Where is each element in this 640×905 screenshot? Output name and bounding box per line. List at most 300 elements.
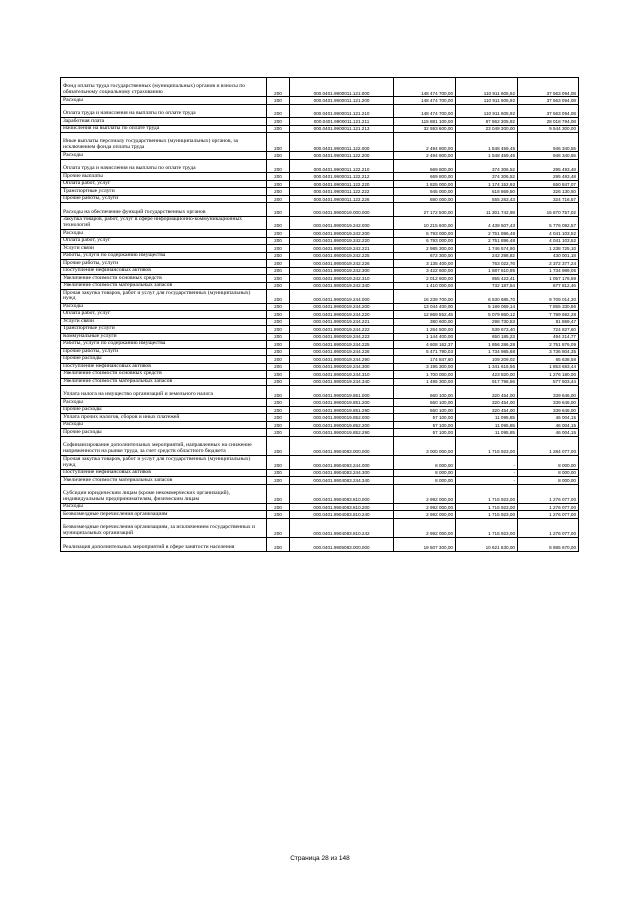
unexecuted-amount: 1 276 077,00 — [518, 503, 579, 511]
executed-amount: 1 548 459,45 — [456, 152, 518, 160]
row-kbk: 000.0401.9900019.851.000 — [290, 386, 394, 399]
executed-amount: 374 306,52 — [456, 159, 518, 172]
row-kbk: 000.0401.9904083.244.340 — [290, 477, 394, 485]
row-name: Увеличение стоимости материальных запасов — [61, 378, 267, 386]
row-code: 200 — [267, 363, 290, 371]
executed-amount: 917 796,56 — [456, 378, 518, 386]
unexecuted-amount: 339 646,00 — [518, 399, 579, 407]
executed-amount: 1 715 923,00 — [456, 436, 518, 455]
row-kbk: 000.0401.9900019.242.226 — [290, 260, 394, 268]
row-name: Поступление нефинансовых активов — [61, 469, 267, 477]
row-name: Увеличение стоимости основных средств — [61, 275, 267, 283]
approved-amount: 669 800,00 — [394, 159, 456, 172]
executed-amount: 1 341 616,56 — [456, 363, 518, 371]
row-kbk: 000.0401.9900011.121.211 — [290, 118, 394, 126]
table-row — [61, 104, 579, 117]
approved-amount: 5 471 790,03 — [394, 348, 456, 356]
approved-amount: 174 847,60 — [394, 356, 456, 364]
row-code: 200 — [267, 118, 290, 126]
approved-amount: 1 700 000,00 — [394, 371, 456, 379]
row-name: Работы, услуги по содержанию имущества — [61, 341, 267, 349]
row-kbk: 000.0401.9900019.244.223 — [290, 333, 394, 341]
unexecuted-amount: 946 340,55 — [518, 152, 579, 160]
row-kbk: 000.0401.9900019.242.340 — [290, 282, 394, 290]
unexecuted-amount: 650 847,07 — [518, 180, 579, 188]
executed-amount: 1 856 286,28 — [456, 341, 518, 349]
table-row — [61, 203, 579, 216]
row-name: Безвозмездные перечисления организациям — [61, 511, 267, 519]
table-row — [61, 363, 579, 371]
row-kbk: 000.0401.9900011.121.200 — [290, 97, 394, 105]
table-row — [61, 282, 579, 290]
executed-amount: 110 911 605,92 — [456, 104, 518, 117]
row-code: 200 — [267, 237, 290, 245]
approved-amount: 2 992 000,00 — [394, 503, 456, 511]
row-code: 200 — [267, 78, 290, 97]
executed-amount: - — [456, 456, 518, 469]
unexecuted-amount: 8 000,00 — [518, 469, 579, 477]
row-kbk: 000.0401.9904083.810.200 — [290, 503, 394, 511]
table-row — [61, 252, 579, 260]
unexecuted-amount: 37 563 094,08 — [518, 104, 579, 117]
table-row — [61, 356, 579, 364]
unexecuted-amount: 8 000,00 — [518, 477, 579, 485]
row-name: Увеличение стоимости материальных запасов — [61, 477, 267, 485]
row-kbk: 000.0401.9904083.000.000 — [290, 436, 394, 455]
row-code: 200 — [267, 188, 290, 196]
executed-amount: 1 734 985,68 — [456, 348, 518, 356]
row-kbk: 000.0401.9900019.242.225 — [290, 252, 394, 260]
unexecuted-amount: 324 716,57 — [518, 195, 579, 203]
row-code: 200 — [267, 133, 290, 152]
unexecuted-amount: 430 001,18 — [518, 252, 579, 260]
page-number: Страница 28 из 148 — [290, 855, 350, 862]
unexecuted-amount: 5 776 092,57 — [518, 216, 579, 229]
approved-amount: 1 495 300,00 — [394, 378, 456, 386]
row-code: 200 — [267, 104, 290, 117]
row-name: Прочие работы, услуги — [61, 260, 267, 268]
row-kbk: 000.0401.9900019.244.000 — [290, 290, 394, 303]
table-row — [61, 414, 579, 422]
unexecuted-amount: 15 870 757,02 — [518, 203, 579, 216]
approved-amount: 3 135 400,00 — [394, 260, 456, 268]
row-kbk: 000.0401.9900011.121.000 — [290, 78, 394, 97]
table-row — [61, 469, 579, 477]
executed-amount: 2 751 896,48 — [456, 230, 518, 238]
table-row — [61, 436, 579, 455]
executed-amount: 732 187,54 — [456, 282, 518, 290]
row-code: 200 — [267, 414, 290, 422]
row-kbk: 000.0401.9904083.244.300 — [290, 469, 394, 477]
row-kbk: 000.0401.9904083.810.242 — [290, 518, 394, 537]
table-row — [61, 378, 579, 386]
approved-amount: 2 992 000,00 — [394, 511, 456, 519]
row-name: Прочие расходы — [61, 406, 267, 414]
approved-amount: 16 239 700,00 — [394, 290, 456, 303]
table-row — [61, 275, 579, 283]
row-kbk: 000.0401.9900019.242.221 — [290, 245, 394, 253]
row-name: Расходы — [61, 97, 267, 105]
unexecuted-amount: 46 004,15 — [518, 414, 579, 422]
row-code: 200 — [267, 159, 290, 172]
table-row — [61, 159, 579, 172]
table-row — [61, 180, 579, 188]
row-name: Прочие расходы — [61, 429, 267, 437]
table-row — [61, 230, 579, 238]
unexecuted-amount: 494 214,77 — [518, 333, 579, 341]
table-row — [61, 406, 579, 414]
executed-amount: 242 298,82 — [456, 252, 518, 260]
row-code: 200 — [267, 333, 290, 341]
unexecuted-amount: 46 004,15 — [518, 429, 579, 437]
approved-amount: 1 410 000,00 — [394, 282, 456, 290]
approved-amount: 660 100,00 — [394, 406, 456, 414]
table-row — [61, 477, 579, 485]
row-code: 200 — [267, 252, 290, 260]
approved-amount: 115 881 100,00 — [394, 118, 456, 126]
row-name: Поступление нефинансовых активов — [61, 363, 267, 371]
row-kbk: 000.0401.9900019.242.300 — [290, 267, 394, 275]
unexecuted-amount: 1 276 077,00 — [518, 511, 579, 519]
table-row — [61, 118, 579, 126]
row-name: Увеличение стоимости основных средств — [61, 371, 267, 379]
row-name: Оплата работ, услуг — [61, 237, 267, 245]
row-code: 200 — [267, 348, 290, 356]
row-kbk: 000.0401.9900019.852.000 — [290, 414, 394, 422]
table-row — [61, 152, 579, 160]
executed-amount: 298 730,53 — [456, 318, 518, 326]
row-name: Безвозмездные перечисления организациям, за исключением государственных и муниципальных организаций — [61, 518, 267, 537]
approved-amount: 880 000,00 — [394, 195, 456, 203]
table-row — [61, 133, 579, 152]
executed-amount: 1 715 923,00 — [456, 518, 518, 537]
approved-amount: 57 100,00 — [394, 421, 456, 429]
row-code: 200 — [267, 399, 290, 407]
executed-amount: 1 174 152,93 — [456, 180, 518, 188]
row-code: 200 — [267, 469, 290, 477]
table-row — [61, 303, 579, 311]
row-name: Оплата работ, услуг — [61, 311, 267, 319]
executed-amount: 87 862 305,92 — [456, 118, 518, 126]
unexecuted-amount: 3 736 804,35 — [518, 348, 579, 356]
row-kbk: 000.0401.9904083.244.000 — [290, 456, 394, 469]
approved-amount: 2 985 300,00 — [394, 245, 456, 253]
executed-amount: 555 283,43 — [456, 195, 518, 203]
row-kbk: 000.0401.9900019.244.220 — [290, 311, 394, 319]
row-code: 200 — [267, 245, 290, 253]
row-kbk: 000.0401.9900011.122.212 — [290, 173, 394, 181]
row-name: Транспортные услуги — [61, 326, 267, 334]
row-kbk: 000.0401.9900019.242.310 — [290, 275, 394, 283]
approved-amount: 672 300,00 — [394, 252, 456, 260]
approved-amount: 10 215 600,00 — [394, 216, 456, 229]
row-kbk: 000.0401.9900011.122.200 — [290, 152, 394, 160]
executed-amount: 1 715 923,00 — [456, 484, 518, 503]
unexecuted-amount: 46 004,15 — [518, 421, 579, 429]
row-name: Уплата налога на имущество организаций и земельного налога — [61, 386, 267, 399]
row-name: Заработная плата — [61, 118, 267, 126]
approved-amount: 6 793 000,00 — [394, 230, 456, 238]
executed-amount: 4 439 507,43 — [456, 216, 518, 229]
table-row — [61, 237, 579, 245]
row-name: Расходы — [61, 399, 267, 407]
executed-amount: 110 911 605,92 — [456, 97, 518, 105]
row-kbk: 000.0401.9904083.810.240 — [290, 511, 394, 519]
unexecuted-amount: 339 646,00 — [518, 386, 579, 399]
unexecuted-amount: 1 734 989,05 — [518, 267, 579, 275]
row-name: Работы, услуги по содержанию имущества — [61, 252, 267, 260]
approved-amount: 380 600,00 — [394, 318, 456, 326]
row-code: 200 — [267, 436, 290, 455]
unexecuted-amount: 1 276 180,00 — [518, 371, 579, 379]
row-name: Расходы — [61, 152, 267, 160]
row-code: 200 — [267, 180, 290, 188]
approved-amount: 2 494 800,00 — [394, 133, 456, 152]
unexecuted-amount: 1 276 077,00 — [518, 518, 579, 537]
row-code: 200 — [267, 203, 290, 216]
approved-amount: 1 264 500,00 — [394, 326, 456, 334]
executed-amount: 539 673,40 — [456, 326, 518, 334]
unexecuted-amount: 326 130,50 — [518, 188, 579, 196]
table-row — [61, 125, 579, 133]
row-kbk: 000.0401.9900011.122.222 — [290, 188, 394, 196]
approved-amount: 8 000,00 — [394, 477, 456, 485]
executed-amount: 6 530 685,70 — [456, 290, 518, 303]
row-name: Прочие расходы — [61, 356, 267, 364]
table-row — [61, 421, 579, 429]
row-name: Расходы — [61, 421, 267, 429]
approved-amount: 1 825 000,00 — [394, 180, 456, 188]
table-row — [61, 97, 579, 105]
row-kbk: 000.0401.9900019.242.220 — [290, 237, 394, 245]
unexecuted-amount: 8 000,00 — [518, 456, 579, 469]
table-row — [61, 399, 579, 407]
row-code: 200 — [267, 341, 290, 349]
row-code: 200 — [267, 421, 290, 429]
row-name: Реализация дополнительных мероприятий в сфере занятости населения — [61, 538, 267, 551]
unexecuted-amount: 1 057 176,59 — [518, 275, 579, 283]
row-name: Оплата труда и начисления на выплаты по оплате труда — [61, 159, 267, 172]
row-name: Коммунальные услуги — [61, 333, 267, 341]
approved-amount: 660 100,00 — [394, 386, 456, 399]
table-row — [61, 216, 579, 229]
unexecuted-amount: 9 544 300,00 — [518, 125, 579, 133]
row-code: 200 — [267, 230, 290, 238]
row-code: 200 — [267, 371, 290, 379]
table-row — [61, 511, 579, 519]
approved-amount: 148 474 700,00 — [394, 97, 456, 105]
row-kbk: 000.0401.9900019.852.200 — [290, 421, 394, 429]
executed-amount: 1 715 923,00 — [456, 503, 518, 511]
unexecuted-amount: 295 493,48 — [518, 173, 579, 181]
row-name: Прочие работы, услуги — [61, 348, 267, 356]
row-name: Уплата прочих налогов, сборов и иных платежей — [61, 414, 267, 422]
executed-amount: 109 209,02 — [456, 356, 518, 364]
row-name: Транспортные услуги — [61, 188, 267, 196]
approved-amount: 945 000,00 — [394, 188, 456, 196]
unexecuted-amount: 28 018 794,08 — [518, 118, 579, 126]
row-kbk: 000.0401.9900011.121.210 — [290, 104, 394, 117]
row-name: Расходы — [61, 303, 267, 311]
row-kbk: 000.0401.9905083.000.000 — [290, 538, 394, 551]
executed-amount: 5 079 860,12 — [456, 311, 518, 319]
row-code: 200 — [267, 275, 290, 283]
unexecuted-amount: 65 638,58 — [518, 356, 579, 364]
row-kbk: 000.0401.9900019.244.222 — [290, 326, 394, 334]
table-row — [61, 173, 579, 181]
unexecuted-amount: 677 812,46 — [518, 282, 579, 290]
table-row — [61, 195, 579, 203]
unexecuted-amount: 37 563 094,08 — [518, 78, 579, 97]
approved-amount: 57 100,00 — [394, 414, 456, 422]
table-row — [61, 78, 579, 97]
executed-amount: 1 548 459,45 — [456, 133, 518, 152]
row-kbk: 000.0401.9900019.000.000 — [290, 203, 394, 216]
approved-amount: 660 100,00 — [394, 399, 456, 407]
unexecuted-amount: 1 276 077,00 — [518, 484, 579, 503]
unexecuted-amount: 2 372 377,24 — [518, 260, 579, 268]
unexecuted-amount: 724 827,60 — [518, 326, 579, 334]
row-kbk: 000.0401.9900011.122.210 — [290, 159, 394, 172]
executed-amount: 23 049 300,00 — [456, 125, 518, 133]
executed-amount: 763 022,76 — [456, 260, 518, 268]
unexecuted-amount: 1 284 077,00 — [518, 436, 579, 455]
executed-amount: 11 095,85 — [456, 421, 518, 429]
row-kbk: 000.0401.9904083.810.000 — [290, 484, 394, 503]
unexecuted-amount: 295 493,48 — [518, 159, 579, 172]
budget-execution-table — [60, 77, 579, 552]
executed-amount: 10 621 630,00 — [456, 538, 518, 551]
row-kbk: 000.0401.9900019.244.200 — [290, 303, 394, 311]
row-code: 200 — [267, 477, 290, 485]
table-row — [61, 267, 579, 275]
table-row — [61, 538, 579, 551]
row-name: Расходы на обеспечение функций государственных органов — [61, 203, 267, 216]
executed-amount: - — [456, 477, 518, 485]
row-code: 200 — [267, 267, 290, 275]
unexecuted-amount: 9 709 014,30 — [518, 290, 579, 303]
approved-amount: 148 474 700,00 — [394, 78, 456, 97]
row-kbk: 000.0401.9900019.244.290 — [290, 356, 394, 364]
approved-amount: 8 000,00 — [394, 456, 456, 469]
row-kbk: 000.0401.9900011.121.213 — [290, 125, 394, 133]
row-name: Прочие работы, услуги — [61, 195, 267, 203]
approved-amount: 13 044 400,00 — [394, 303, 456, 311]
approved-amount: 6 793 000,00 — [394, 237, 456, 245]
executed-amount: 11 301 742,98 — [456, 203, 518, 216]
row-name: Услуги связи — [61, 245, 267, 253]
row-name: Оплата труда и начисления на выплаты по оплате труда — [61, 104, 267, 117]
approved-amount: 3 000 000,00 — [394, 436, 456, 455]
table-body — [61, 78, 579, 552]
unexecuted-amount: 7 855 330,86 — [518, 303, 579, 311]
approved-amount: 27 172 500,00 — [394, 203, 456, 216]
table-row — [61, 456, 579, 469]
row-kbk: 000.0401.9900019.244.340 — [290, 378, 394, 386]
executed-amount: - — [456, 469, 518, 477]
executed-amount: 320 454,00 — [456, 406, 518, 414]
executed-amount: 11 095,85 — [456, 414, 518, 422]
approved-amount: 2 992 000,00 — [394, 484, 456, 503]
unexecuted-amount: 4 041 103,52 — [518, 237, 579, 245]
row-kbk: 000.0401.9900019.244.226 — [290, 348, 394, 356]
table-row — [61, 386, 579, 399]
row-name: Прочие выплаты — [61, 173, 267, 181]
row-name: Поступление нефинансовых активов — [61, 267, 267, 275]
row-code: 200 — [267, 152, 290, 160]
row-name: Прочая закупка товаров, работ и услуг для государственных (муниципальных) нужд — [61, 290, 267, 303]
table-row — [61, 503, 579, 511]
executed-amount: 1 746 574,90 — [456, 245, 518, 253]
approved-amount: 3 422 600,00 — [394, 267, 456, 275]
approved-amount: 148 474 700,00 — [394, 104, 456, 117]
row-kbk: 000.0401.9900019.244.221 — [290, 318, 394, 326]
approved-amount: 669 800,00 — [394, 173, 456, 181]
row-kbk: 000.0401.9900019.242.200 — [290, 230, 394, 238]
row-code: 200 — [267, 456, 290, 469]
executed-amount: 110 911 605,92 — [456, 78, 518, 97]
row-code: 200 — [267, 282, 290, 290]
unexecuted-amount: 81 869,47 — [518, 318, 579, 326]
table-row — [61, 188, 579, 196]
row-name: Прочая закупка товаров, работ и услуг для государственных (муниципальных) нужд — [61, 456, 267, 469]
row-code: 200 — [267, 503, 290, 511]
approved-amount: 12 869 552,45 — [394, 311, 456, 319]
executed-amount: 5 189 069,14 — [456, 303, 518, 311]
table-row — [61, 326, 579, 334]
table-row — [61, 348, 579, 356]
approved-amount: 1 144 400,00 — [394, 333, 456, 341]
approved-amount: 8 000,00 — [394, 469, 456, 477]
unexecuted-amount: 577 503,44 — [518, 378, 579, 386]
unexecuted-amount: 946 340,55 — [518, 133, 579, 152]
unexecuted-amount: 7 789 692,28 — [518, 311, 579, 319]
row-code: 200 — [267, 326, 290, 334]
row-code: 200 — [267, 195, 290, 203]
approved-amount: 2 012 600,00 — [394, 275, 456, 283]
unexecuted-amount: 339 646,00 — [518, 406, 579, 414]
row-kbk: 000.0401.9900019.851.200 — [290, 399, 394, 407]
row-name: Субсидии юридическим лицам (кроме некоммерческих организаций), индивидуальным предпринимателям, физическим лицам — [61, 484, 267, 503]
row-kbk: 000.0401.9900011.122.220 — [290, 180, 394, 188]
executed-amount: 374 306,52 — [456, 173, 518, 181]
unexecuted-amount: 8 885 670,00 — [518, 538, 579, 551]
row-kbk: 000.0401.9900011.122.226 — [290, 195, 394, 203]
approved-amount: 19 507 300,00 — [394, 538, 456, 551]
row-kbk: 000.0401.9900019.852.290 — [290, 429, 394, 437]
executed-amount: 955 423,41 — [456, 275, 518, 283]
table-row — [61, 311, 579, 319]
row-kbk: 000.0401.9900019.851.290 — [290, 406, 394, 414]
executed-amount: 2 751 896,48 — [456, 237, 518, 245]
table-row — [61, 429, 579, 437]
row-kbk: 000.0401.9900019.244.225 — [290, 341, 394, 349]
row-code: 200 — [267, 311, 290, 319]
row-code: 200 — [267, 484, 290, 503]
executed-amount: 320 454,00 — [456, 399, 518, 407]
row-code: 200 — [267, 429, 290, 437]
approved-amount: 2 992 000,00 — [394, 518, 456, 537]
row-code: 200 — [267, 356, 290, 364]
executed-amount: 423 820,00 — [456, 371, 518, 379]
approved-amount: 3 195 300,00 — [394, 363, 456, 371]
row-code: 200 — [267, 538, 290, 551]
table-row — [61, 341, 579, 349]
executed-amount: 320 454,00 — [456, 386, 518, 399]
executed-amount: 11 095,85 — [456, 429, 518, 437]
approved-amount: 32 593 600,00 — [394, 125, 456, 133]
unexecuted-amount: 37 563 094,08 — [518, 97, 579, 105]
